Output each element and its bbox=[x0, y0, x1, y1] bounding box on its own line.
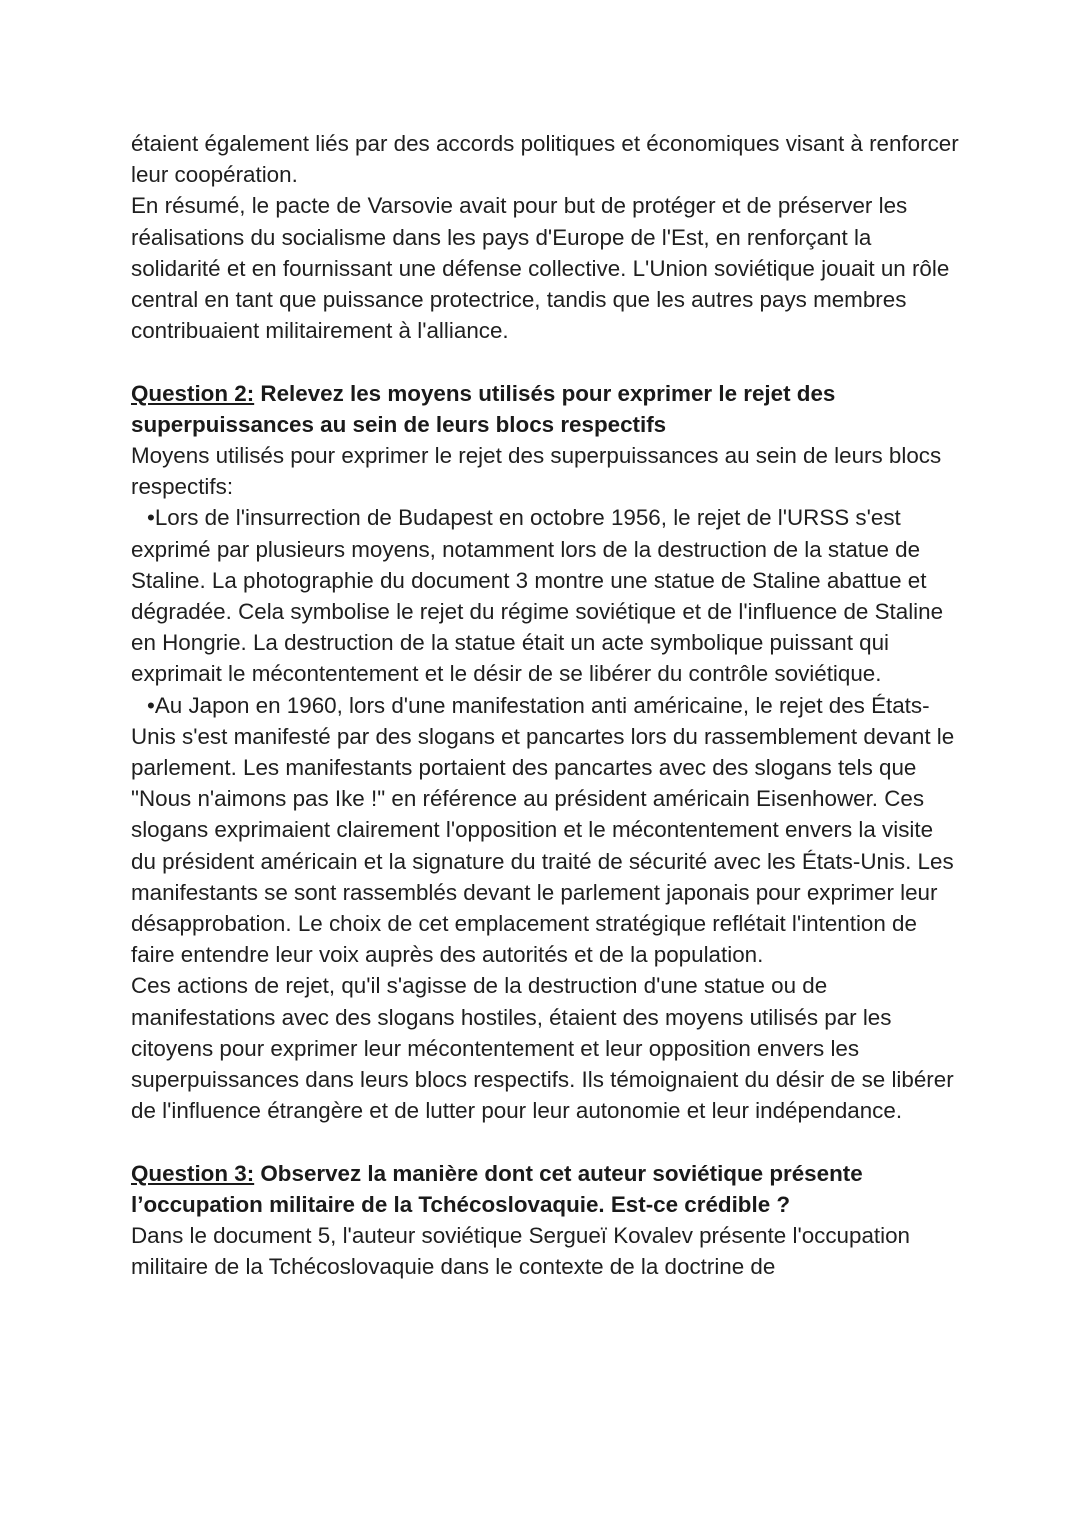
question-2-bullet-japan: •Au Japon en 1960, lors d'une manifestation anti américaine, le rejet des États-Unis s'est manifesté par des slogans et pancartes lors du rassemblement devant le parlement. Les manifestants portaient des pancartes avec des slogans tels que "Nous n'aimons pas Ike !" en référence au président américain Eisenhower. Ces slogans exprimaient clairement l'opposition et le mécontentement envers la visite du président américain et la signature du traité de sécurité avec les États-Unis. Les manifestants se sont rassemblés devant le parlement japonais pour exprimer leur désapprobation. Le choix de cet emplacement stratégique reflétait l'intention de faire entendre leur voix auprès des autorités et de la population. bbox=[131, 692, 955, 968]
paragraph-gap bbox=[131, 346, 961, 377]
question-2-bullet-budapest: •Lors de l'insurrection de Budapest en octobre 1956, le rejet de l'URSS s'est exprimé par plusieurs moyens, notamment lors de la destruction de la statue de Staline. La photographie du document 3 montre une statue de Staline abattue et dégradée. Cela symbolise le rejet du régime soviétique et de l'influence de Staline en Hongrie. La destruction de la statue était un acte symbolique puissant qui exprimait le mécontentement et le désir de se libérer du contrôle soviétique. bbox=[131, 505, 944, 687]
question-3-answer: Dans le document 5, l'auteur soviétique Sergueï Kovalev présente l'occupation militaire de la Tchécoslovaquie dans le contexte de la doctrine de bbox=[131, 1223, 911, 1280]
summary-paragraph: En résumé, le pacte de Varsovie avait pour but de protéger et de préserver les réalisations du socialisme dans les pays d'Europe de l'Est, en renforçant la solidarité et en fournissant une défense collective. L'Union soviétique jouait un rôle central en tant que puissance protectrice, tandis que les autres pays membres contribuaient militairement à l'alliance. bbox=[131, 193, 950, 344]
document-page bbox=[131, 128, 961, 1282]
question-2-text: Relevez les moyens utilisés pour exprimer le rejet des superpuissances au sein de leurs blocs respectifs bbox=[131, 380, 836, 437]
question-2-label: Question 2: bbox=[131, 380, 255, 406]
question-2-conclusion: Ces actions de rejet, qu'il s'agisse de la destruction d'une statue ou de manifestations avec des slogans hostiles, étaient des moyens utilisés par les citoyens pour exprimer leur mécontentement et leur opposition envers les superpuissances dans leurs blocs respectifs. Ils témoignaient du désir de se libérer de l'influence étrangère et de lutter pour leur autonomie et leur indépendance. bbox=[131, 973, 954, 1124]
question-3-heading bbox=[131, 1158, 961, 1220]
question-3-label: Question 3: bbox=[131, 1160, 255, 1186]
intro-paragraph: étaient également liés par des accords politiques et économiques visant à renforcer leur coopération. bbox=[131, 131, 959, 188]
question-3-text: Observez la manière dont cet auteur soviétique présente l’occupation militaire de la Tchécoslovaquie. Est-ce crédible ? bbox=[131, 1160, 863, 1217]
question-2-lead: Moyens utilisés pour exprimer le rejet des superpuissances au sein de leurs blocs respectifs: bbox=[131, 443, 942, 500]
paragraph-gap bbox=[131, 1126, 961, 1157]
question-2-heading bbox=[131, 378, 961, 440]
